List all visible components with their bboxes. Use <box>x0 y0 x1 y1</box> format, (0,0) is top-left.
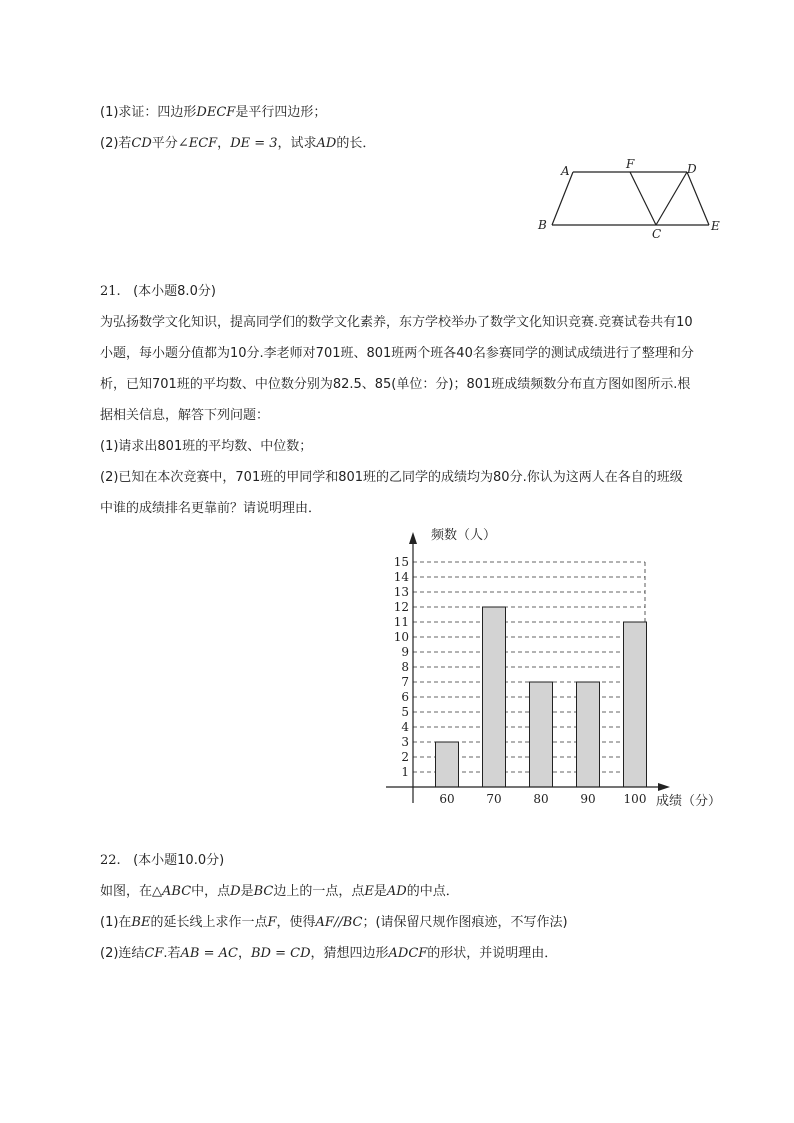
q22-math: E <box>364 884 374 899</box>
question-number: 21. <box>100 284 121 299</box>
y-tick-label: 10 <box>393 630 409 644</box>
q22-text: 的延长线上求作一点 <box>150 915 268 930</box>
bar-70 <box>483 607 506 787</box>
label-c: C <box>652 227 662 241</box>
x-tick-label: 90 <box>580 792 596 806</box>
segment-ab <box>552 172 573 225</box>
y-tick-label: 1 <box>401 765 409 779</box>
q20-part2 <box>100 135 375 153</box>
q22-math: F <box>267 915 277 930</box>
q20-part2-math: AD <box>316 136 337 151</box>
question-number: 22. <box>100 853 121 868</box>
y-axis-arrow <box>409 532 417 544</box>
q20-part2-text: ， <box>217 136 231 151</box>
q21-header <box>100 283 216 301</box>
y-tick-label: 6 <box>401 690 409 704</box>
x-tick-label: 80 <box>533 792 549 806</box>
y-tick-label: 9 <box>401 645 409 659</box>
q21-part1: (1)请求出801班的平均数、中位数； <box>100 439 313 454</box>
q22-text: 中，点 <box>191 884 231 899</box>
x-tick-label: 100 <box>623 792 647 806</box>
q20-part2-text: 平分 <box>151 136 178 151</box>
q22-text: 是 <box>240 884 254 899</box>
bar-60 <box>436 742 459 787</box>
question-score: (本小题10.0分) <box>133 853 225 868</box>
question-score: (本小题8.0分) <box>133 284 216 299</box>
segment-de <box>687 172 709 225</box>
q22-text: 边上的一点，点 <box>273 884 365 899</box>
q22-math: ADCF <box>388 946 428 961</box>
y-tick-label: 8 <box>401 660 409 674</box>
q21-stem-line: 析，已知701班的平均数、中位数分别为82.5、85(单位：分)；801班成绩频数分布直方图如图所示.根 <box>100 377 691 392</box>
y-tick-label: 11 <box>393 615 409 629</box>
q22-text: ，猜想四边形 <box>310 946 389 961</box>
q22-text: 的中点． <box>406 884 459 899</box>
y-axis-label: 频数（人） <box>431 528 497 543</box>
label-d: D <box>687 162 697 176</box>
label-b: B <box>538 218 547 232</box>
x-tick-label: 60 <box>439 792 455 806</box>
q22-math: AD <box>386 884 407 899</box>
q21-part2-line1: (2)已知在本次竞赛中，701班的甲同学和801班的乙同学的成绩均为80分.你认为这两人在各自的班级 <box>100 470 683 485</box>
bar-100 <box>624 622 647 787</box>
q21-stem-line: 据相关信息，解答下列问题： <box>100 408 270 423</box>
bar-80 <box>530 682 553 787</box>
label-a: A <box>561 164 570 178</box>
q20-part2-text: ，试求 <box>277 136 317 151</box>
y-tick-label: 2 <box>401 750 409 764</box>
y-tick-label: 14 <box>393 570 409 584</box>
q22-text: ；(请保留尺规作图痕迹，不写作法) <box>362 915 568 930</box>
q22-math: BC <box>253 884 274 899</box>
histogram-chart <box>380 520 740 820</box>
q22-part2 <box>100 945 557 963</box>
q20-part1 <box>100 104 326 122</box>
q22-part1 <box>100 914 568 932</box>
q21-stem-line: 小题，每小题分值都为10分.李老师对701班、801班两个班各40名参赛同学的测试成绩进行了整理和分 <box>100 346 694 361</box>
q20-part1-prefix: (1)求证：四边形 <box>100 105 197 120</box>
q22-math: BD = CD <box>250 946 311 961</box>
q22-text: 如图，在 <box>100 884 153 899</box>
y-tick-label: 4 <box>401 720 409 734</box>
y-tick-label: 15 <box>393 555 409 569</box>
q22-text: (2)连结 <box>100 946 145 961</box>
q22-math: BE <box>131 915 151 930</box>
y-tick-label: 3 <box>401 735 409 749</box>
q22-text: ，使得 <box>276 915 316 930</box>
x-axis-label: 成绩（分） <box>656 794 722 809</box>
q22-math: AF//BC <box>315 915 363 930</box>
q21-stem-line: 为弘扬数学文化知识，提高同学们的数学文化素养，东方学校举办了数学文化知识竞赛.竞赛试卷共有10 <box>100 315 693 330</box>
y-tick-label: 5 <box>401 705 409 719</box>
q22-text: (1)在 <box>100 915 132 930</box>
q20-figure <box>530 155 730 245</box>
q21-part2-line2: 中谁的成绩排名更靠前？请说明理由． <box>100 501 322 516</box>
q20-part2-text: (2)若 <box>100 136 132 151</box>
q22-text: ， <box>237 946 251 961</box>
q20-part2-math: CD <box>131 136 152 151</box>
q22-math: △ABC <box>152 884 192 899</box>
segment-dc <box>656 172 687 225</box>
q22-text: .若 <box>163 946 181 961</box>
q22-header <box>100 852 224 870</box>
q22-text: 是 <box>373 884 387 899</box>
q22-math: CF <box>144 946 164 961</box>
x-axis-arrow <box>658 783 670 791</box>
q20-part2-math: ∠ECF <box>177 136 218 151</box>
q20-part2-math: DE = 3 <box>230 136 278 151</box>
q20-part2-text: 的长． <box>336 136 376 151</box>
label-f: F <box>626 157 635 171</box>
q22-stem <box>100 883 459 901</box>
y-tick-label: 13 <box>393 585 409 599</box>
segment-fc <box>630 172 656 225</box>
q22-math: D <box>230 884 241 899</box>
q20-part1-math: DECF <box>196 105 236 120</box>
x-tick-label: 70 <box>486 792 502 806</box>
label-e: E <box>711 219 720 233</box>
y-tick-label: 12 <box>393 600 409 614</box>
q22-text: 的形状，并说明理由． <box>427 946 558 961</box>
y-tick-label: 7 <box>401 675 409 689</box>
bar-90 <box>577 682 600 787</box>
q22-math: AB = AC <box>180 946 238 961</box>
q20-part1-suffix: 是平行四边形； <box>235 105 327 120</box>
